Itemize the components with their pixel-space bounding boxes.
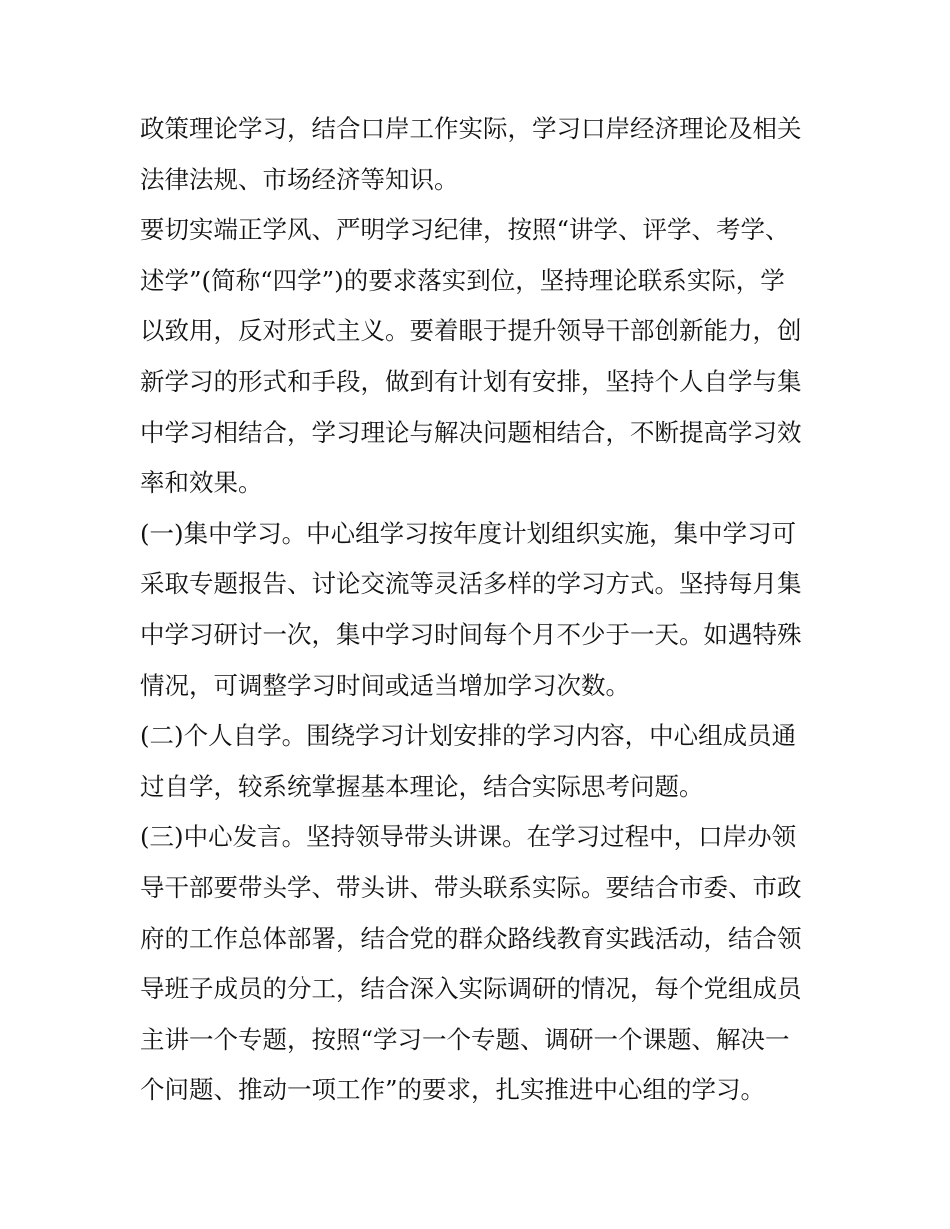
text-line: 导干部要带头学、带头讲、带头联系实际。要结合市委、市政 — [140, 872, 802, 902]
text-line: (一)集中学习。中心组学习按年度计划组织实施，集中学习可 — [140, 518, 797, 548]
text-line: 采取专题报告、讨论交流等灵活多样的学习方式。坚持每月集 — [140, 569, 802, 599]
text-line: 府的工作总体部署，结合党的群众路线教育实践活动，结合领 — [140, 923, 802, 953]
text-line: (三)中心发言。坚持领导带头讲课。在学习过程中，口岸办领 — [140, 822, 797, 852]
document-body — [140, 104, 830, 1116]
text-line: 要切实端正学风、严明学习纪律，按照“讲学、评学、考学、 — [140, 215, 790, 245]
text-line: 情况，可调整学习时间或适当增加学习次数。 — [140, 670, 630, 700]
text-line: 新学习的形式和手段，做到有计划有安排，坚持个人自学与集 — [140, 366, 802, 396]
text-line: 率和效果。 — [140, 468, 263, 498]
text-line: 中学习相结合，学习理论与解决问题相结合，不断提高学习效 — [140, 417, 802, 447]
text-line: 过自学，较系统掌握基本理论，结合实际思考问题。 — [140, 771, 704, 801]
text-line: 以致用，反对形式主义。要着眼于提升领导干部创新能力，创 — [140, 316, 802, 346]
text-line: 主讲一个专题，按照“学习一个专题、调研一个课题、解决一 — [140, 1024, 790, 1054]
text-line: 述学”(简称“四学”)的要求落实到位，坚持理论联系实际，学 — [140, 265, 785, 295]
text-line: 法律法规、市场经济等知识。 — [140, 164, 459, 194]
text-line: (二)个人自学。围绕学习计划安排的学习内容，中心组成员通 — [140, 721, 797, 751]
text-line: 政策理论学习，结合口岸工作实际，学习口岸经济理论及相关 — [140, 114, 802, 143]
text-line: 导班子成员的分工，结合深入实际调研的情况，每个党组成员 — [140, 974, 802, 1004]
text-line: 中学习研讨一次，集中学习时间每个月不少于一天。如遇特殊 — [140, 619, 802, 649]
text-line: 个问题、推动一项工作”的要求，扎实推进中心组的学习。 — [140, 1075, 766, 1105]
